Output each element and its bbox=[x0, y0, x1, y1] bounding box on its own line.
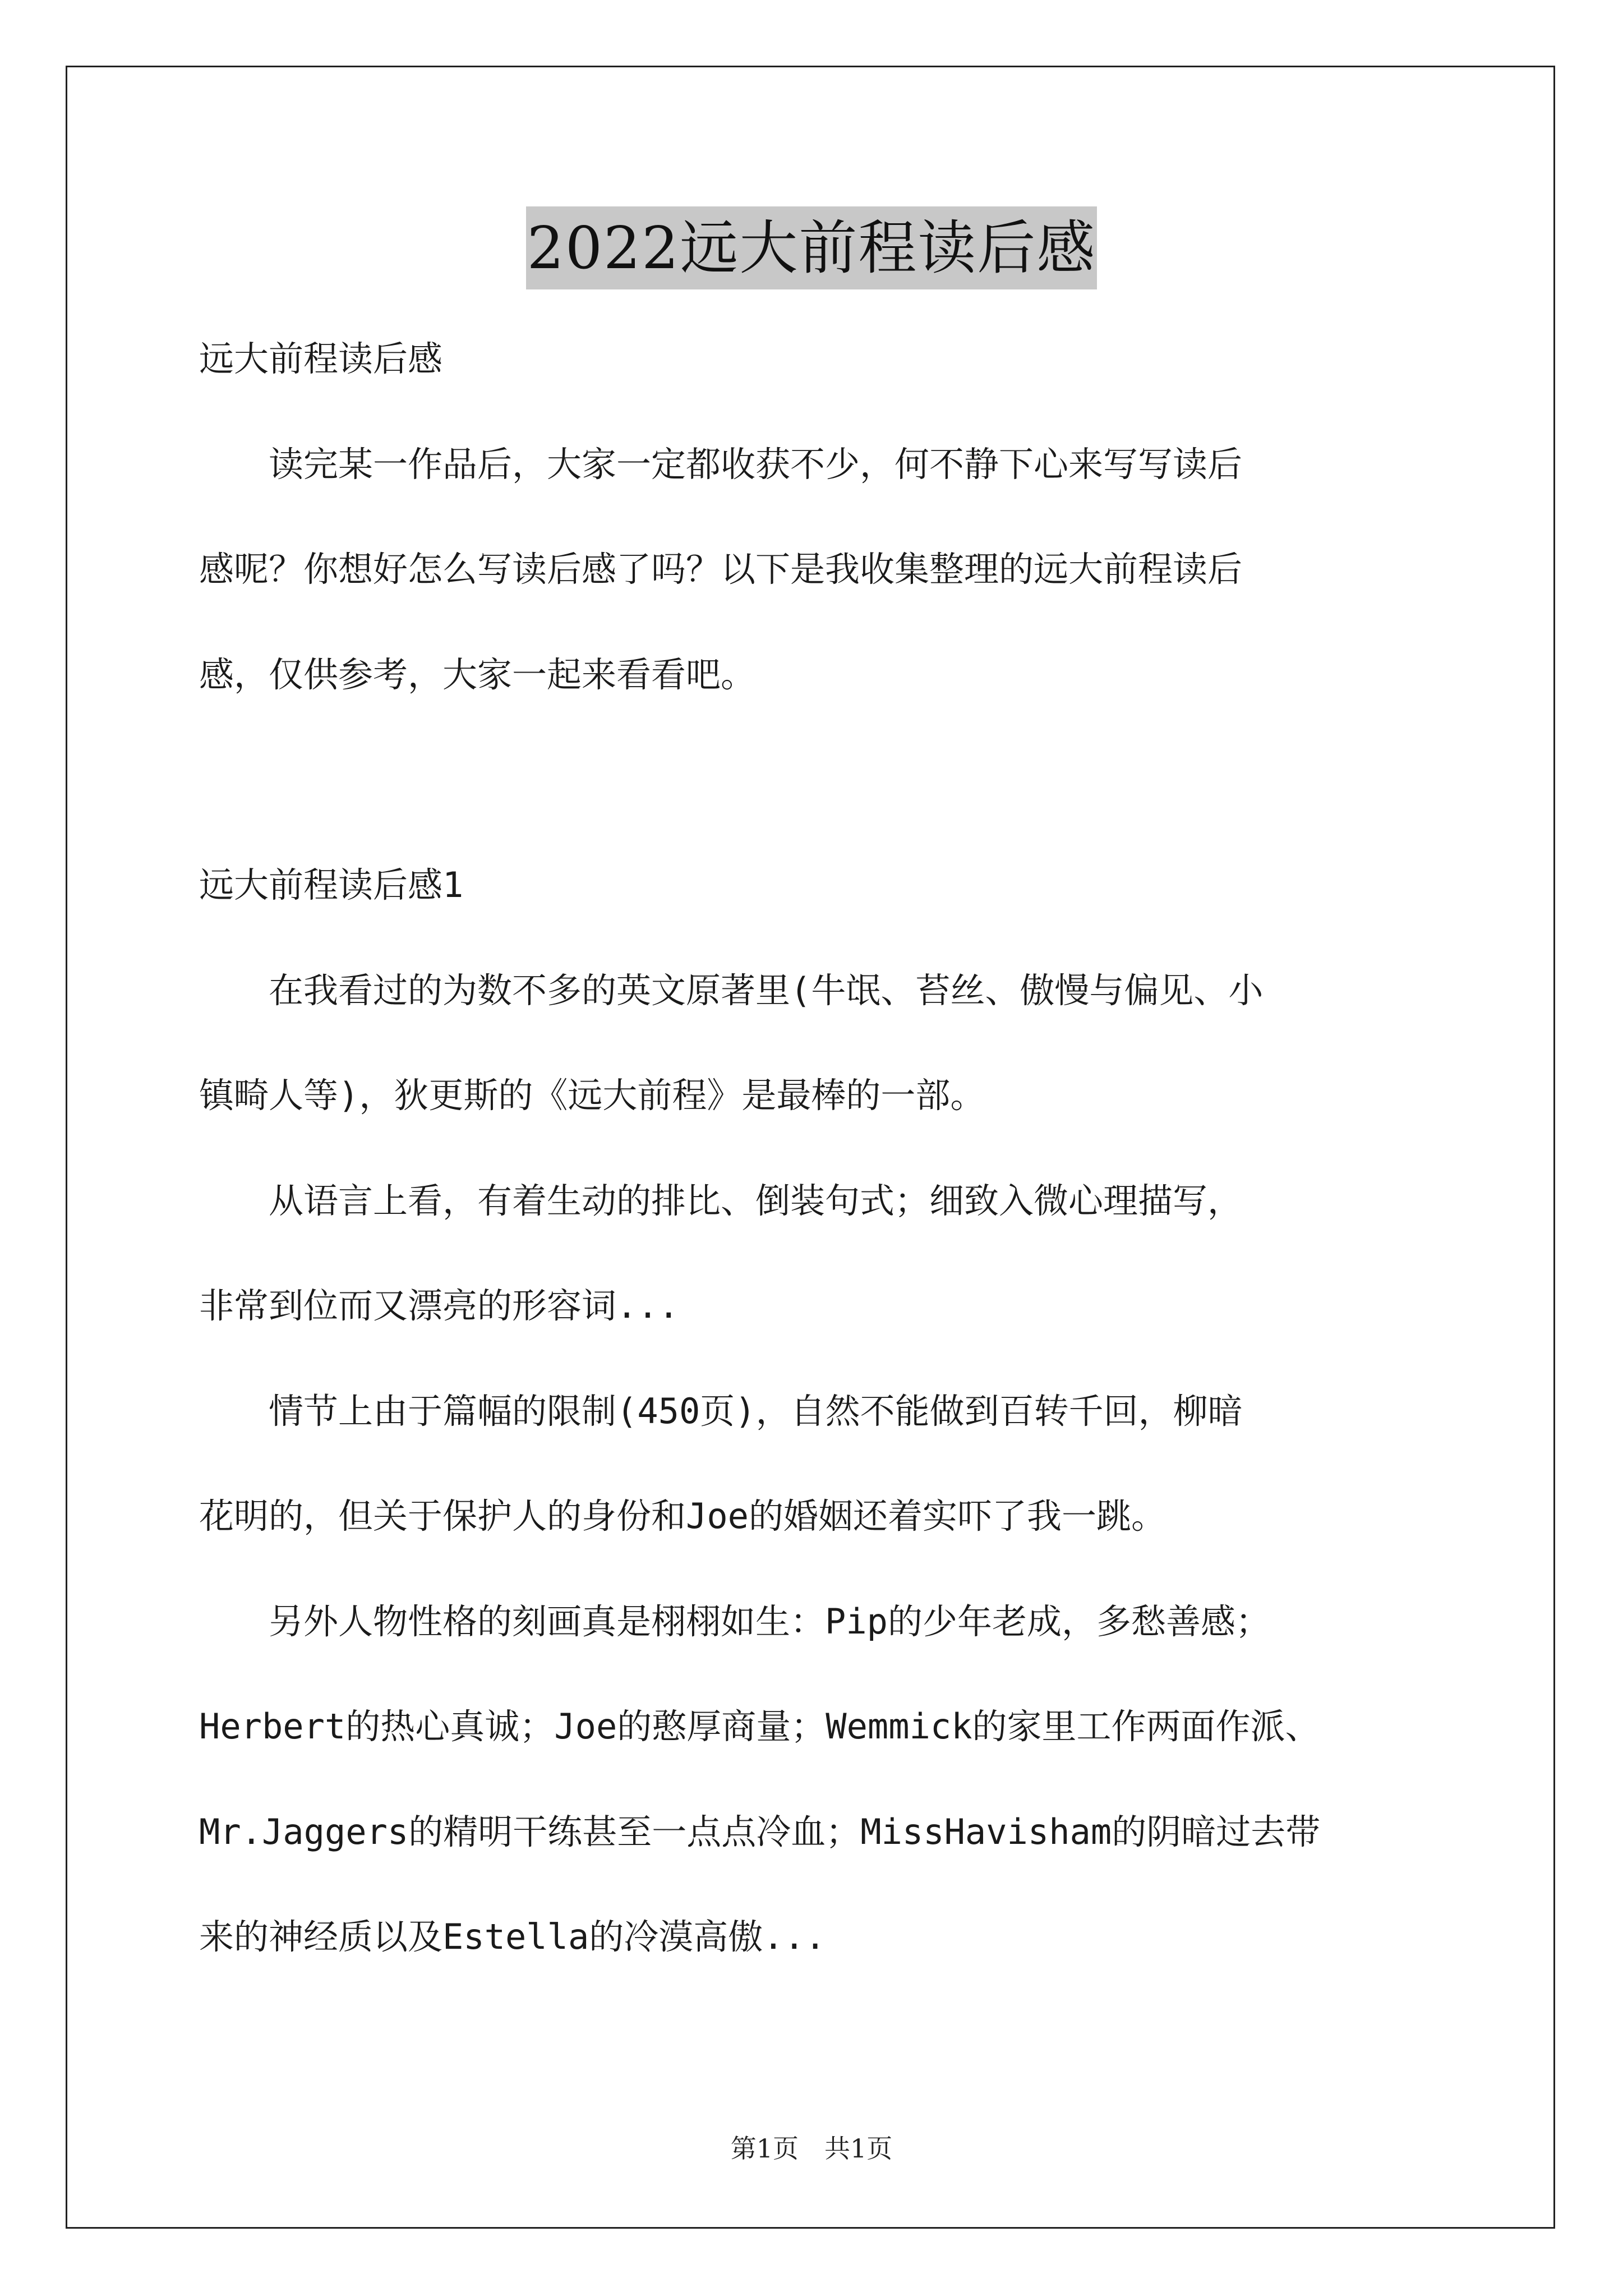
paragraph-line: 镇畸人等)，狄更斯的《远大前程》是最棒的一部。 bbox=[199, 1075, 985, 1116]
page-footer: 第1页 共1页 bbox=[730, 2133, 893, 2164]
section-heading-1: 远大前程读后感1 bbox=[199, 864, 464, 905]
paragraph-line: Mr.Jaggers的精明干练甚至一点点冷血；MissHavisham的阴暗过去带 bbox=[199, 1811, 1321, 1852]
paragraph-line: 感，仅供参考，大家一起来看看吧。 bbox=[199, 654, 756, 695]
paragraph-line: 花明的，但关于保护人的身份和Joe的婚姻还着实吓了我一跳。 bbox=[199, 1496, 1166, 1536]
paragraph-line: 感呢？你想好怎么写读后感了吗？以下是我收集整理的远大前程读后 bbox=[199, 549, 1243, 590]
paragraph-line: 在我看过的为数不多的英文原著里(牛氓、苔丝、傲慢与偏见、小 bbox=[199, 970, 1264, 1011]
paragraph-line: 从语言上看，有着生动的排比、倒装句式；细致入微心理描写， bbox=[199, 1180, 1243, 1221]
paragraph-line: 读完某一作品后，大家一定都收获不少，何不静下心来写写读后 bbox=[199, 444, 1243, 485]
paragraph-line: 另外人物性格的刻画真是栩栩如生：Pip的少年老成，多愁善感； bbox=[199, 1601, 1270, 1642]
section-heading-intro: 远大前程读后感 bbox=[199, 338, 443, 379]
page-border bbox=[66, 66, 1555, 2229]
paragraph-line: 情节上由于篇幅的限制(450页)，自然不能做到百转千回，柳暗 bbox=[199, 1391, 1243, 1432]
document-title: 2022远大前程读后感 bbox=[526, 206, 1098, 289]
paragraph-line: 非常到位而又漂亮的形容词... bbox=[199, 1285, 679, 1326]
paragraph-line: Herbert的热心真诚；Joe的憨厚商量；Wemmick的家里工作两面作派、 bbox=[199, 1706, 1320, 1747]
title-container bbox=[0, 206, 1623, 289]
paragraph-line: 来的神经质以及Estella的冷漠高傲... bbox=[199, 1916, 826, 1957]
